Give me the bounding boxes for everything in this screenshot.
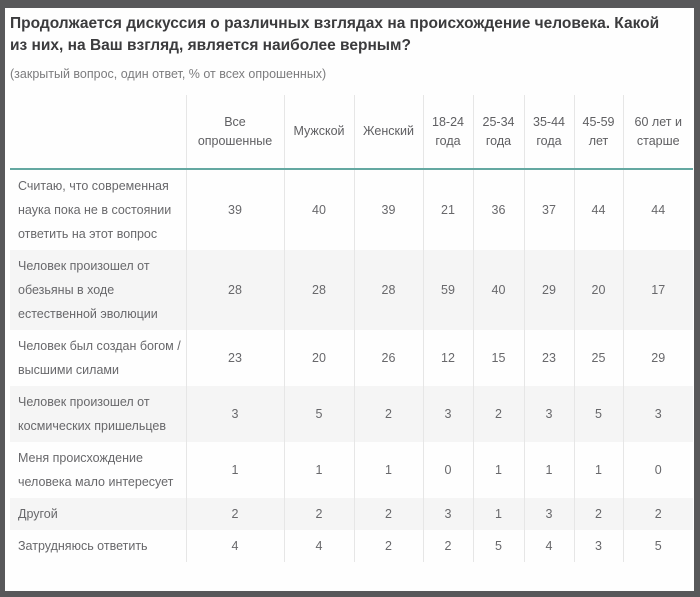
column-header-6: 45-59 лет: [574, 95, 623, 169]
value-cell: 5: [623, 530, 693, 562]
column-header-4: 25-34 года: [473, 95, 524, 169]
survey-results-table: [10, 95, 693, 562]
row-label: Человек был создан богом / высшими силами: [18, 339, 181, 377]
column-header-7: 60 лет и старше: [623, 95, 693, 169]
value-cell: 4: [186, 530, 284, 562]
row-label: Затрудняюсь ответить: [18, 539, 148, 553]
value-cell: 3: [574, 530, 623, 562]
header-row: [10, 95, 693, 169]
row-label: Считаю, что современная наука пока не в состоянии ответить на этот вопрос: [18, 179, 172, 241]
table-row-0: [10, 169, 693, 250]
value-cell: 2: [284, 498, 354, 530]
corner-cell: [10, 95, 186, 169]
value-cell: 4: [284, 530, 354, 562]
table-row-4: [10, 442, 693, 498]
value-cell: 1: [186, 442, 284, 498]
value-cell: 4: [524, 530, 574, 562]
value-cell: 23: [186, 330, 284, 386]
value-cell: 40: [284, 169, 354, 250]
value-cell: 2: [574, 498, 623, 530]
value-cell: 3: [186, 386, 284, 442]
value-cell: 28: [186, 250, 284, 330]
column-header-3: 18-24 года: [423, 95, 473, 169]
value-cell: 2: [354, 498, 423, 530]
value-cell: 26: [354, 330, 423, 386]
value-cell: 39: [354, 169, 423, 250]
page-title: Продолжается дискуссия о различных взглядах на происхождение человека. Какой из них, на Ваш взгляд, является наиболее верным?: [10, 15, 660, 54]
value-cell: 44: [574, 169, 623, 250]
value-cell: 39: [186, 169, 284, 250]
value-cell: 0: [423, 442, 473, 498]
value-cell: 15: [473, 330, 524, 386]
question-subtitle: (закрытый вопрос, один ответ, % от всех опрошенных): [10, 67, 327, 81]
value-cell: 21: [423, 169, 473, 250]
value-cell: 28: [284, 250, 354, 330]
value-cell: 28: [354, 250, 423, 330]
value-cell: 20: [574, 250, 623, 330]
value-cell: 3: [423, 498, 473, 530]
value-cell: 3: [524, 498, 574, 530]
value-cell: 0: [623, 442, 693, 498]
value-cell: 2: [423, 530, 473, 562]
value-cell: 2: [473, 386, 524, 442]
value-cell: 1: [524, 442, 574, 498]
row-label: Человек произошел от обезьяны в ходе естественной эволюции: [18, 259, 158, 321]
value-cell: 17: [623, 250, 693, 330]
value-cell: 25: [574, 330, 623, 386]
row-label: Другой: [18, 507, 58, 521]
table-row-1: [10, 250, 693, 330]
value-cell: 20: [284, 330, 354, 386]
value-cell: 2: [354, 386, 423, 442]
value-cell: 36: [473, 169, 524, 250]
content-area: [5, 8, 694, 562]
table-row-3: [10, 386, 693, 442]
table-row-5: [10, 498, 693, 530]
column-header-1: Мужской: [284, 95, 354, 169]
table-row-2: [10, 330, 693, 386]
value-cell: 3: [524, 386, 574, 442]
value-cell: 2: [354, 530, 423, 562]
table-row-6: [10, 530, 693, 562]
table-header: [10, 95, 693, 169]
value-cell: 5: [473, 530, 524, 562]
column-header-2: Женский: [354, 95, 423, 169]
value-cell: 40: [473, 250, 524, 330]
column-header-0: Все опрошенные: [186, 95, 284, 169]
value-cell: 37: [524, 169, 574, 250]
table-body: [10, 169, 693, 562]
value-cell: 29: [623, 330, 693, 386]
value-cell: 5: [574, 386, 623, 442]
value-cell: 44: [623, 169, 693, 250]
value-cell: 23: [524, 330, 574, 386]
value-cell: 2: [186, 498, 284, 530]
value-cell: 1: [284, 442, 354, 498]
value-cell: 12: [423, 330, 473, 386]
row-label: Меня происхождение человека мало интересует: [18, 451, 174, 489]
value-cell: 59: [423, 250, 473, 330]
value-cell: 29: [524, 250, 574, 330]
column-header-5: 35-44 года: [524, 95, 574, 169]
value-cell: 1: [574, 442, 623, 498]
value-cell: 3: [623, 386, 693, 442]
value-cell: 5: [284, 386, 354, 442]
value-cell: 1: [473, 442, 524, 498]
value-cell: 1: [354, 442, 423, 498]
value-cell: 2: [623, 498, 693, 530]
row-label: Человек произошел от космических пришельцев: [18, 395, 166, 433]
value-cell: 1: [473, 498, 524, 530]
value-cell: 3: [423, 386, 473, 442]
